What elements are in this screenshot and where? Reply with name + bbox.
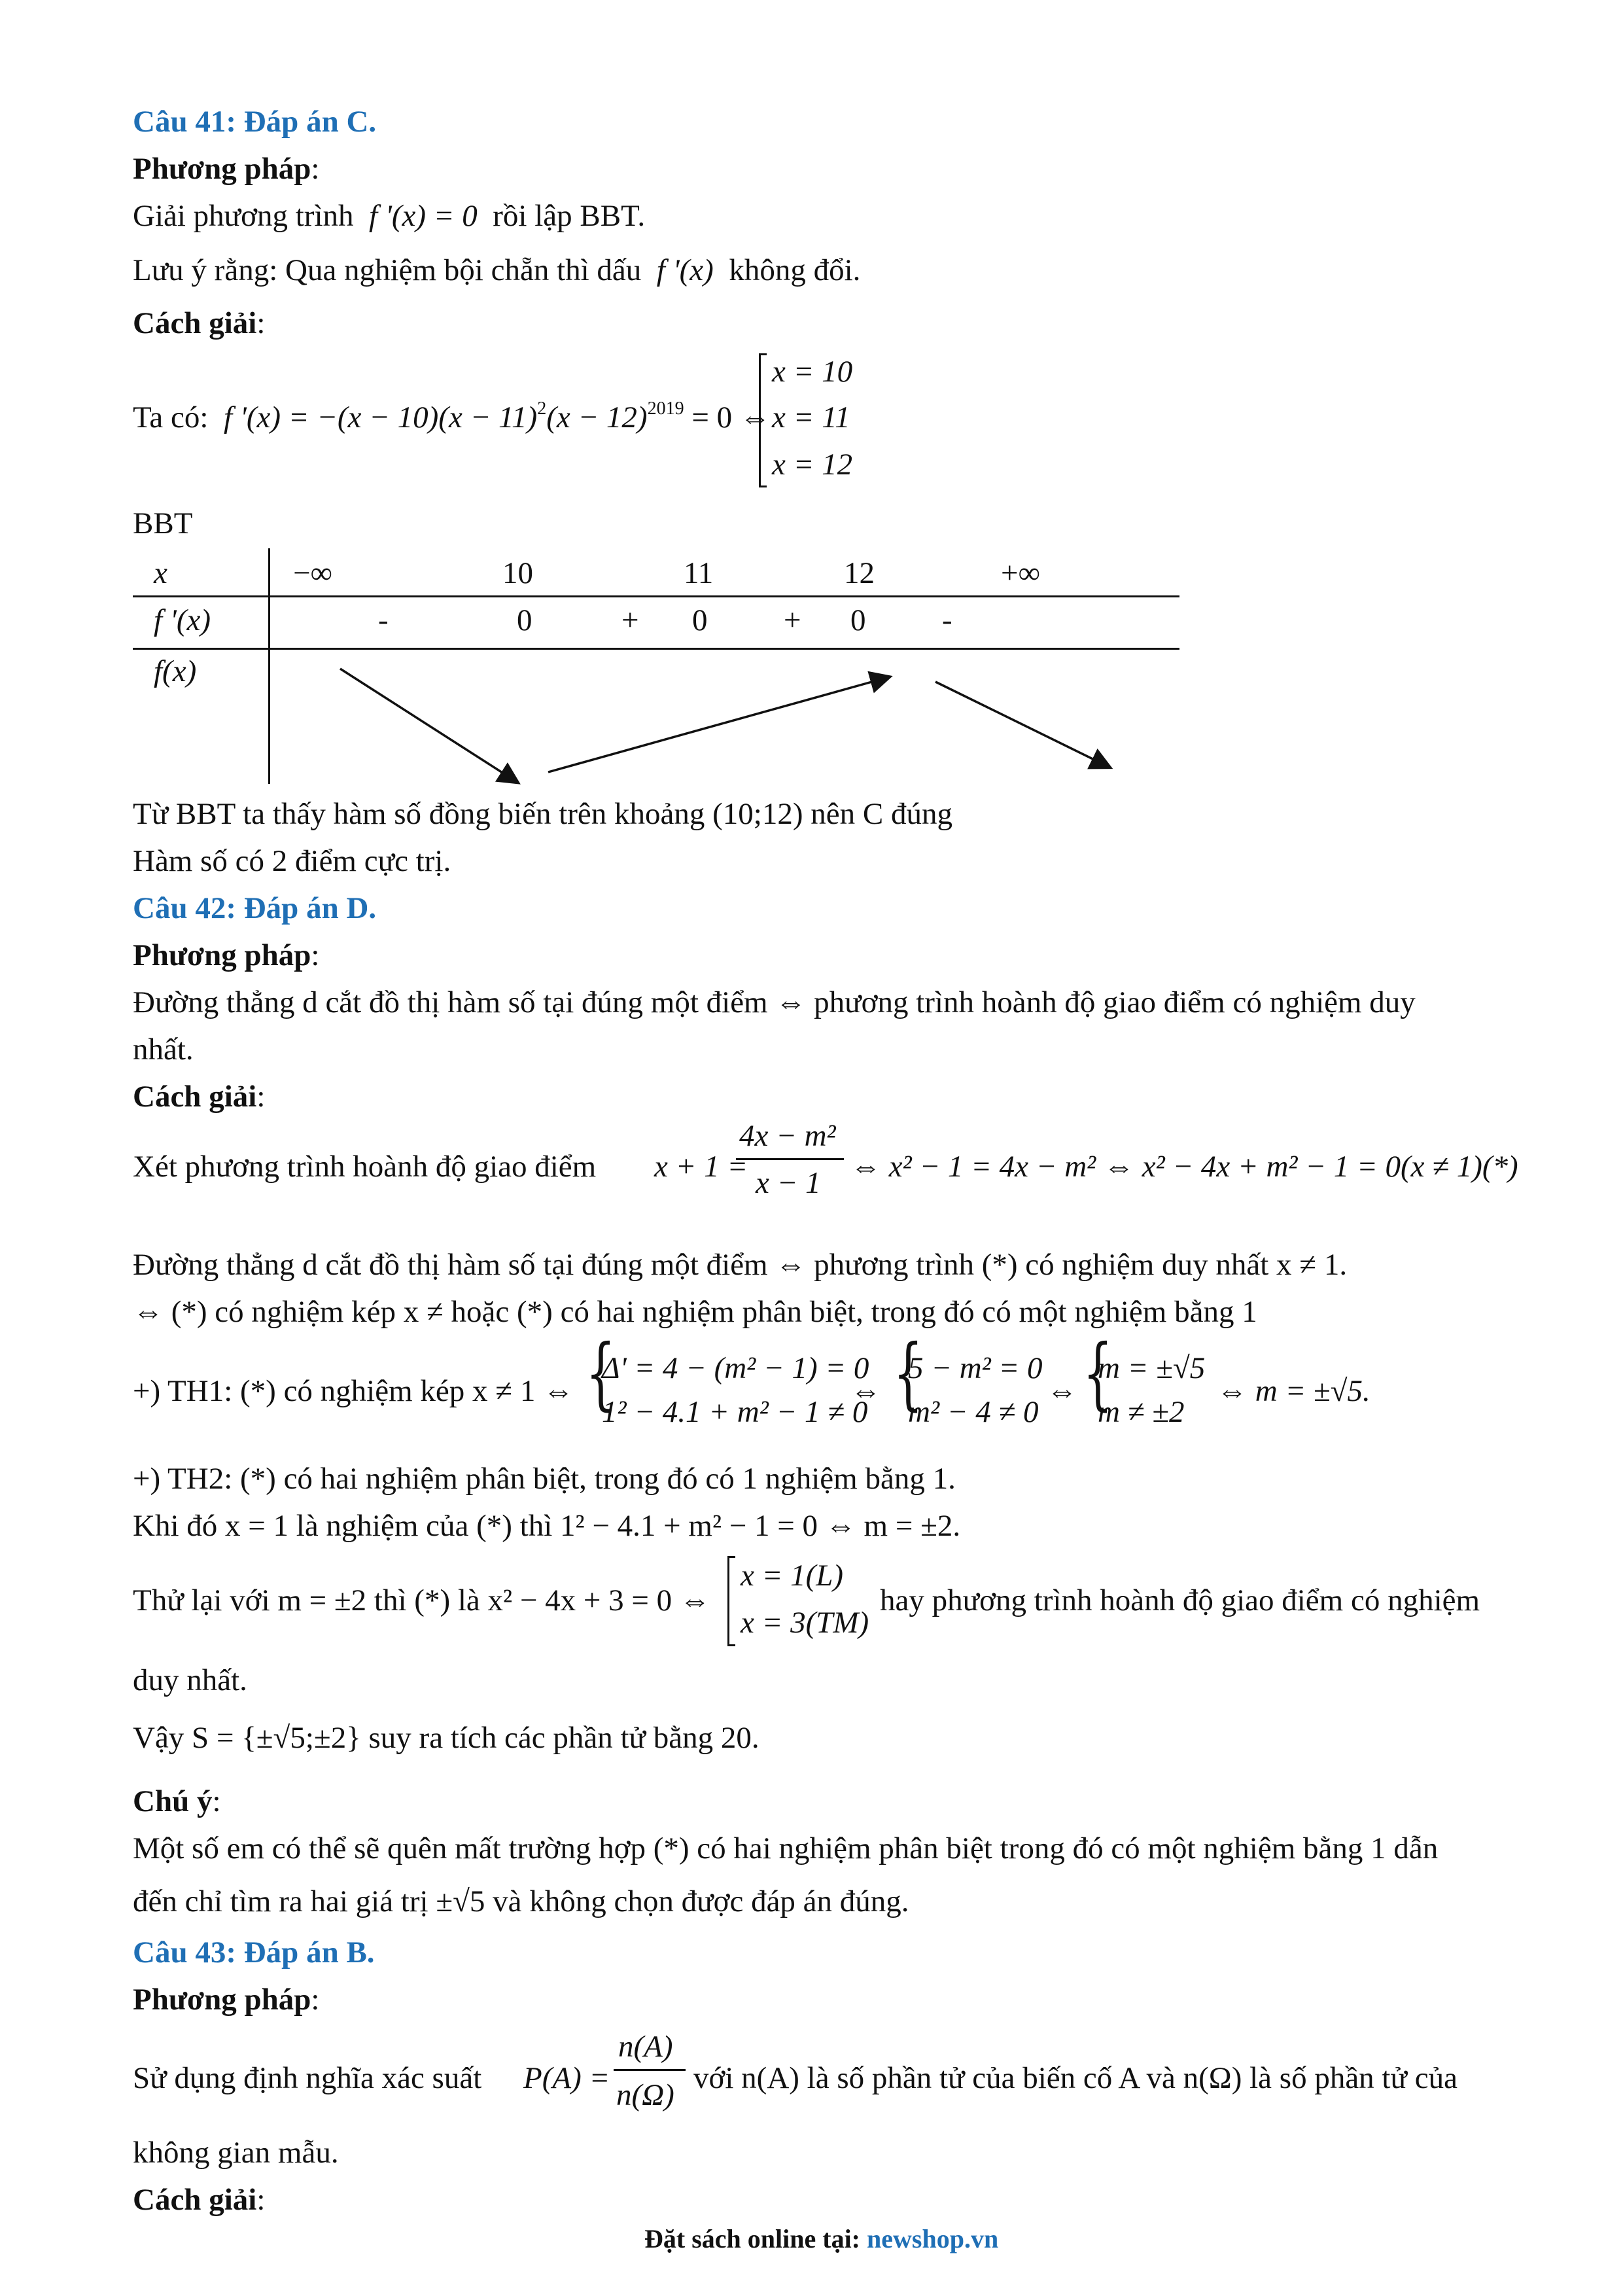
q42-th1-iff-1: ⇔ (850, 1374, 881, 1408)
q41-method-label: Phương pháp: (133, 152, 320, 186)
q43-def-lhs: P(A) = (523, 2061, 610, 2095)
q43-solution-label: Cách giải: (133, 2183, 266, 2217)
q42-method-text-1: Đường thẳng d cắt đồ thị hàm số tại đúng một điểm ⇔ phương trình hoành độ giao điểm có nghiệm duy (133, 985, 1416, 1019)
q42-solution-label: Cách giải: (133, 1080, 266, 1114)
bbt-sign-7: - (942, 603, 952, 637)
q42-th1-sys2-line1: 5 − m² = 0 (908, 1351, 1043, 1385)
q42-th1-sys2-line2: m² − 4 ≠ 0 (908, 1395, 1039, 1429)
footer-link[interactable]: newshop.vn (867, 2224, 999, 2253)
q42-vay: Vậy S = {±√5;±2} suy ra tích các phần tử bằng 20. (133, 1721, 759, 1755)
bbt-x-pos-inf: +∞ (1001, 556, 1041, 590)
q43-def-fraction-bar (614, 2069, 686, 2071)
q42-duynhat: duy nhất. (133, 1663, 247, 1697)
bbt-row-x: x (154, 556, 167, 590)
q41-root-3: x = 12 (772, 448, 853, 482)
q41-root-2: x = 11 (772, 400, 850, 434)
q42-thulai-bracket (727, 1556, 729, 1646)
q42-xet-rhs: ⇔ x² − 1 = 4x − m² ⇔ x² − 4x + m² − 1 = 0(x ≠ 1)(*) (850, 1150, 1518, 1184)
q41-conclusion-2: Hàm số có 2 điểm cực trị. (133, 844, 451, 878)
q42-note-label: Chú ý: (133, 1784, 221, 1818)
q42-th1-result: ⇔ m = ±√5. (1217, 1374, 1370, 1408)
arrow-decreasing-1 (340, 669, 517, 782)
q42-thulai-text: Thử lại với m = ±2 thì (*) là x² − 4x + 3 = 0 ⇔ (133, 1583, 710, 1617)
bbt-x-neg-inf: −∞ (293, 556, 333, 590)
q42-note-1: Một số em có thể sẽ quên mất trường hợp (*) có hai nghiệm phân biệt trong đó có một nghiệm bằng 1 dẫn (133, 1831, 1439, 1865)
q43-def-numerator: n(A) (618, 2030, 673, 2064)
q43-def-text: Sử dụng định nghĩa xác suất (133, 2061, 482, 2095)
q43-def-tail: với n(A) là số phần tử của biến cố A và n(Ω) là số phần tử của (693, 2061, 1457, 2095)
footer (644, 2223, 998, 2254)
q42-thulai-root-1: x = 1(L) (741, 1559, 844, 1593)
q42-method-label: Phương pháp: (133, 938, 320, 972)
q42-note-2: đến chỉ tìm ra hai giá trị ±√5 và không chọn được đáp án đúng. (133, 1884, 909, 1918)
q42-xet-denominator: x − 1 (756, 1166, 821, 1200)
bbt-x-11: 11 (684, 556, 714, 590)
q41-method-line1: Giải phương trình f '(x) = 0 rồi lập BBT. (133, 199, 646, 233)
q42-line-a: Đường thẳng d cắt đồ thị hàm số tại đúng một điểm ⇔ phương trình (*) có nghiệm duy nhất x ≠ 1. (133, 1248, 1348, 1282)
bbt-x-10: 10 (502, 556, 533, 590)
bbt-sign-4: 0 (692, 603, 708, 637)
bbt-sign-3: + (621, 603, 639, 637)
q42-th1-brace-2: { (893, 1328, 924, 1419)
q42-thulai-root-2: x = 3(TM) (741, 1606, 869, 1640)
q41-root-1: x = 10 (772, 355, 853, 389)
q42-th1-sys1-line2: 1² − 4.1 + m² − 1 ≠ 0 (602, 1395, 868, 1429)
q41-bbt-label: BBT (133, 506, 193, 540)
arrow-decreasing-2 (935, 682, 1109, 767)
q42-khido: Khi đó x = 1 là nghiệm của (*) thì 1² − 4.1 + m² − 1 = 0 ⇔ m = ±2. (133, 1509, 961, 1543)
bbt-sign-6: 0 (850, 603, 866, 637)
q43-def-denominator: n(Ω) (616, 2078, 674, 2112)
q42-method-text-2: nhất. (133, 1033, 194, 1067)
q42-th1-brace-1: { (585, 1328, 616, 1419)
q42-xet-fraction-bar (736, 1158, 844, 1160)
q42-xet-text: Xét phương trình hoành độ giao điểm (133, 1150, 597, 1184)
q43-heading: Câu 43: Đáp án B. (133, 1935, 375, 1969)
q43-method-label: Phương pháp: (133, 1983, 320, 2017)
q42-xet-numerator: 4x − m² (739, 1119, 836, 1153)
q41-equation: Ta có: f '$(x) = -(x - 10)(x - 11)^2(x - 12)^{2019} = 0$ ⇔ (133, 398, 771, 434)
q42-thulai-tail: hay phương trình hoành độ giao điểm có nghiệm (880, 1583, 1480, 1617)
arrow-increasing (548, 677, 888, 772)
bbt-row-f: f(x) (154, 654, 197, 688)
q41-method-line2: Lưu ý rằng: Qua nghiệm bội chẵn thì dấu f '(x) không đổi. (133, 253, 861, 287)
q42-th1-text: +) TH1: (*) có nghiệm kép x ≠ 1 ⇔ (133, 1374, 574, 1408)
bbt-sign-2: 0 (517, 603, 532, 637)
q42-th1-sys3-line1: m = ±√5 (1098, 1351, 1206, 1385)
q43-def-tail-2: không gian mẫu. (133, 2136, 339, 2170)
q42-xet-lhs: x + 1 = (654, 1150, 748, 1184)
bbt-arrows (0, 0, 1623, 851)
q41-heading: Câu 41: Đáp án C. (133, 105, 377, 139)
q42-th1-sys3-line2: m ≠ ±2 (1098, 1395, 1185, 1429)
bbt-x-12: 12 (844, 556, 875, 590)
q42-th1-sys1-line1: Δ' = 4 − (m² − 1) = 0 (602, 1351, 869, 1385)
q42-th1-brace-3: { (1083, 1328, 1113, 1419)
q42-heading: Câu 42: Đáp án D. (133, 891, 377, 925)
q42-th2: +) TH2: (*) có hai nghiệm phân biệt, trong đó có 1 nghiệm bằng 1. (133, 1462, 956, 1496)
bbt-sign-5: + (784, 603, 801, 637)
bbt-row-fprime: f '(x) (154, 603, 211, 637)
bbt-sign-1: - (378, 603, 389, 637)
q42-th1-iff-2: ⇔ (1047, 1374, 1077, 1408)
footer-text: Đặt sách online tại: (644, 2224, 860, 2253)
q42-line-b: ⇔ (*) có nghiệm kép x ≠ hoặc (*) có hai nghiệm phân biệt, trong đó có một nghiệm bằng 1 (133, 1295, 1257, 1329)
q41-conclusion-1: Từ BBT ta thấy hàm số đồng biến trên khoảng (10;12) nên C đúng (133, 797, 952, 831)
q41-solution-label: Cách giải: (133, 306, 266, 340)
